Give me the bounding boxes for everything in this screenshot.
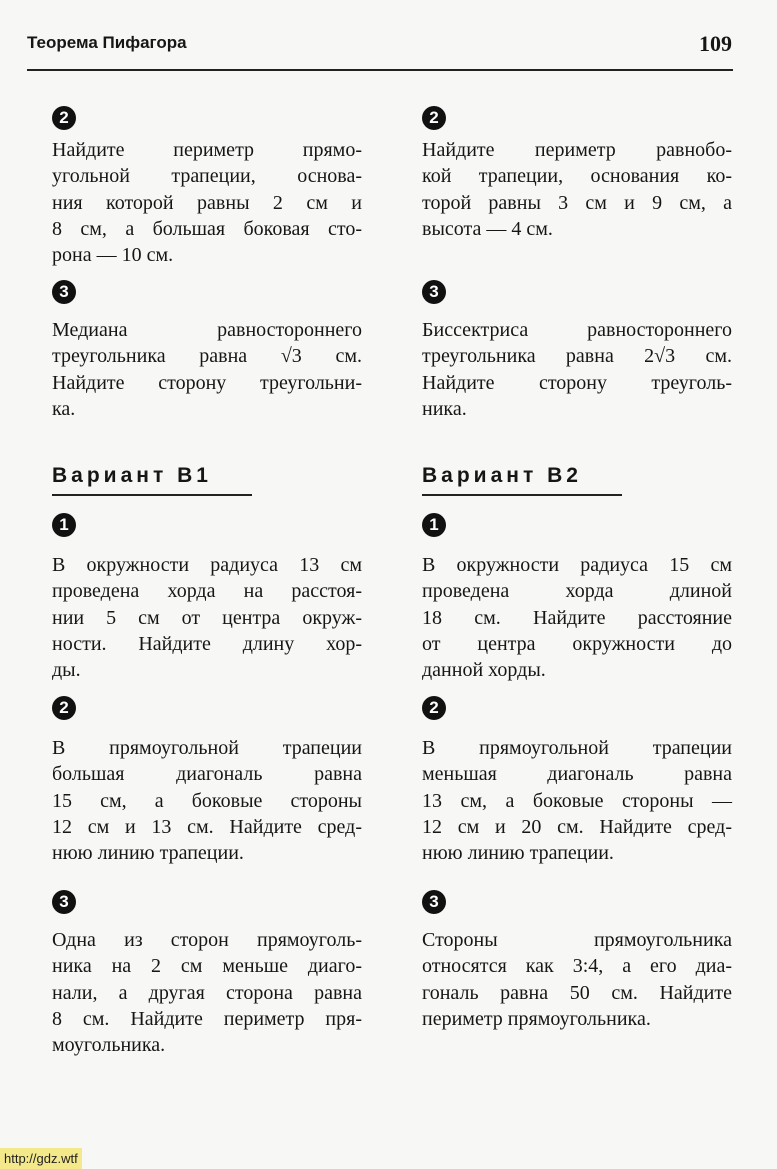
task-text-line: от центра окружности до (422, 632, 732, 655)
task-text-line: ности. Найдите длину хор- (52, 632, 362, 655)
task-text-line: В прямоугольной трапеции (52, 737, 362, 759)
task-text-line: В прямоугольной трапеции (422, 737, 732, 759)
task-number-badge: 2 (52, 106, 76, 130)
task-number-badge: 3 (422, 890, 446, 914)
watermark-link[interactable]: http://gdz.wtf (0, 1148, 82, 1169)
task-text-line: Стороны прямоугольника (422, 929, 732, 951)
task-text-line: ка. (52, 397, 76, 420)
task-number-badge: 1 (52, 513, 76, 537)
header-divider (27, 69, 733, 71)
task-text-line: относятся как 3:4, а его диа- (422, 955, 732, 978)
task-number-badge: 1 (422, 513, 446, 537)
task-text-line: Медиана равностороннего (52, 319, 362, 341)
running-header-title: Теорема Пифагора (27, 33, 187, 52)
task-text (422, 552, 732, 683)
task-text-line: меньшая диагональ равна (422, 763, 732, 786)
task-text-line: нюю линию трапеции. (52, 842, 244, 865)
task-text-line: В окружности радиуса 13 см (52, 554, 362, 576)
task-text-line: проведена хорда на расстоя- (52, 580, 362, 603)
task-text (52, 317, 362, 422)
task-text-line: ника. (422, 397, 467, 420)
task-text-line: моугольника. (52, 1034, 166, 1057)
task-text-line: В окружности радиуса 15 см (422, 554, 732, 576)
task-text (422, 137, 732, 242)
task-text-line: рона — 10 см. (52, 244, 174, 267)
task-text-line: ника на 2 см меньше диаго- (52, 955, 362, 978)
task-text-line: 15 см, а боковые стороны (52, 789, 362, 812)
task-text-line: кой трапеции, основания ко- (422, 165, 732, 188)
task-text-line: нали, а другая сторона равна (52, 981, 362, 1004)
task-text-line: торой равны 3 см и 9 см, а (422, 191, 732, 214)
task-text-line: нии 5 см от центра окруж- (52, 606, 362, 629)
task-text-line: ды. (52, 659, 81, 682)
task-number-badge: 3 (52, 280, 76, 304)
task-text-line: 12 см и 20 см. Найдите сред- (422, 815, 732, 838)
task-number-badge: 2 (422, 106, 446, 130)
task-text-line: периметр прямоугольника. (422, 1007, 651, 1030)
task-number-badge: 3 (52, 890, 76, 914)
task-text-line: угольной трапеции, основа- (52, 165, 362, 188)
task-text-line: 8 см. Найдите периметр пря- (52, 1007, 362, 1030)
task-text-line: данной хорды. (422, 659, 546, 682)
task-text-line: гональ равна 50 см. Найдите (422, 981, 732, 1004)
task-text (52, 552, 362, 683)
task-text-line: 8 см, а большая боковая сто- (52, 217, 362, 240)
task-text (52, 137, 362, 268)
task-text (422, 735, 732, 866)
task-text-line: Одна из сторон прямоуголь- (52, 929, 362, 951)
page-number: 109 (699, 31, 732, 56)
task-text (422, 927, 732, 1032)
task-text-line: треугольника равна 2√3 см. (422, 345, 732, 368)
task-text-line: 18 см. Найдите расстояние (422, 606, 732, 629)
task-number-badge: 2 (52, 696, 76, 720)
task-text (52, 927, 362, 1058)
variant-b2-heading: Вариант В2 (422, 464, 622, 496)
task-text-line: ния которой равны 2 см и (52, 191, 362, 214)
task-text-line: треугольника равна √3 см. (52, 345, 362, 368)
task-text-line: Найдите периметр прямо- (52, 139, 362, 161)
task-text-line: 12 см и 13 см. Найдите сред- (52, 815, 362, 838)
task-text-line: нюю линию трапеции. (422, 842, 614, 865)
task-text-line: Найдите сторону треуголь- (422, 371, 732, 394)
task-text-line: проведена хорда длиной (422, 580, 732, 603)
task-number-badge: 3 (422, 280, 446, 304)
variant-b1-heading: Вариант В1 (52, 464, 252, 496)
task-text (52, 735, 362, 866)
task-text-line: большая диагональ равна (52, 763, 362, 786)
task-text (422, 317, 732, 422)
task-text-line: Найдите сторону треугольни- (52, 371, 362, 394)
task-text-line: 13 см, а боковые стороны — (422, 789, 732, 812)
task-number-badge: 2 (422, 696, 446, 720)
task-text-line: Биссектриса равностороннего (422, 319, 732, 341)
task-text-line: Найдите периметр равнобо- (422, 139, 732, 161)
task-text-line: высота — 4 см. (422, 217, 553, 240)
